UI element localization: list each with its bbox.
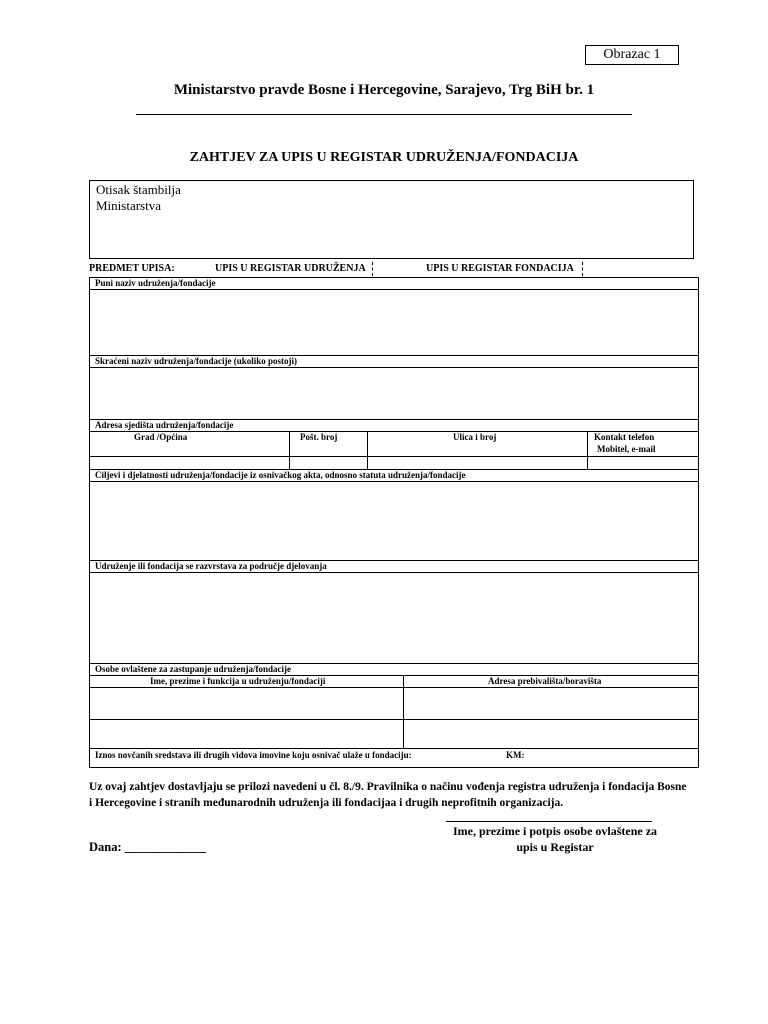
contact-column-header-2: Mobitel, e-mail — [597, 444, 656, 454]
short-name-label: Skraćeni naziv udruženja/fondacije (ukoliko postoji) — [95, 356, 298, 366]
person-2-address-field[interactable] — [404, 720, 698, 748]
person-2-name-field[interactable] — [90, 720, 402, 748]
funds-amount-field[interactable] — [530, 749, 698, 767]
stamp-label-line1: Otisak štambilja — [96, 182, 181, 197]
street-field[interactable] — [368, 457, 586, 468]
person-address-column-header: Adresa prebivališta/boravišta — [488, 676, 602, 686]
post-column-header: Pošt. broj — [300, 432, 338, 442]
city-column-header: Grad /Općina — [134, 432, 188, 442]
field-of-activity-field[interactable] — [90, 573, 698, 663]
signature-caption — [440, 823, 670, 855]
checkbox-udruzenja[interactable] — [372, 262, 373, 276]
post-field[interactable] — [290, 457, 366, 468]
predmet-option-udruzenja[interactable]: UPIS U REGISTAR UDRUŽENJA — [215, 263, 366, 274]
person-1-name-field[interactable] — [90, 688, 402, 718]
checkbox-fondacija[interactable] — [582, 262, 583, 276]
person-1-address-field[interactable] — [404, 688, 698, 718]
city-field[interactable] — [90, 457, 288, 468]
signature-line[interactable] — [446, 821, 652, 822]
person-name-column-header: Ime, prezime i funkcija u udruženju/fondaciji — [150, 676, 326, 686]
authorized-persons-label: Osobe ovlaštene za zastupanje udruženja/fondacije — [95, 664, 291, 674]
predmet-option-fondacija[interactable]: UPIS U REGISTAR FONDACIJA — [426, 263, 574, 274]
address-label: Adresa sjedišta udruženja/fondacije — [95, 420, 234, 430]
goals-label: Ciljevi i djelatnosti udruženja/fondacije iz osnivačkog akta, odnosno statuta udruženja/fondacije — [95, 470, 466, 480]
date-field[interactable]: Dana: _____________ — [89, 840, 207, 854]
contact-column-header-1: Kontakt telefon — [594, 432, 655, 442]
signature-caption-line2: upis u Registar — [516, 840, 594, 854]
form-title: ZAHTJEV ZA UPIS U REGISTAR UDRUŽENJA/FONDACIJA — [189, 150, 579, 165]
field-of-activity-label: Udruženje ili fondacija se razvrstava za područje djelovanja — [95, 561, 327, 571]
attachments-note: Uz ovaj zahtjev dostavljaju se prilozi navedeni u čl. 8./9. Pravilnika o načinu vođenja registra udruženja i fondacija Bosne i Hercegovine i stranih međunarodnih udruženja ili fondacijaa i drugih neprofitnih organizacija. — [89, 781, 687, 809]
stamp-box — [89, 180, 694, 259]
street-column-header: Ulica i broj — [453, 432, 497, 442]
predmet-label: PREDMET UPISA: — [89, 263, 175, 274]
km-label: KM: — [506, 750, 525, 760]
signature-caption-line1: Ime, prezime i potpis osobe ovlaštene za — [452, 824, 658, 838]
full-name-field[interactable] — [90, 290, 698, 355]
ministry-underline — [136, 114, 632, 115]
contact-field[interactable] — [588, 457, 698, 468]
goals-field[interactable] — [90, 482, 698, 560]
funds-label: Iznos novčanih sredstava ili drugih vidova imovine koju osnivač ulaže u fondaciju: — [95, 750, 412, 760]
stamp-label-line2: Ministarstva — [96, 198, 161, 213]
form-number-box: Obrazac 1 — [585, 45, 679, 65]
short-name-field[interactable] — [90, 368, 698, 419]
full-name-label: Puni naziv udruženja/fondacije — [95, 278, 216, 288]
ministry-heading: Ministarstvo pravde Bosne i Hercegovine, Sarajevo, Trg BiH br. 1 — [173, 82, 595, 98]
